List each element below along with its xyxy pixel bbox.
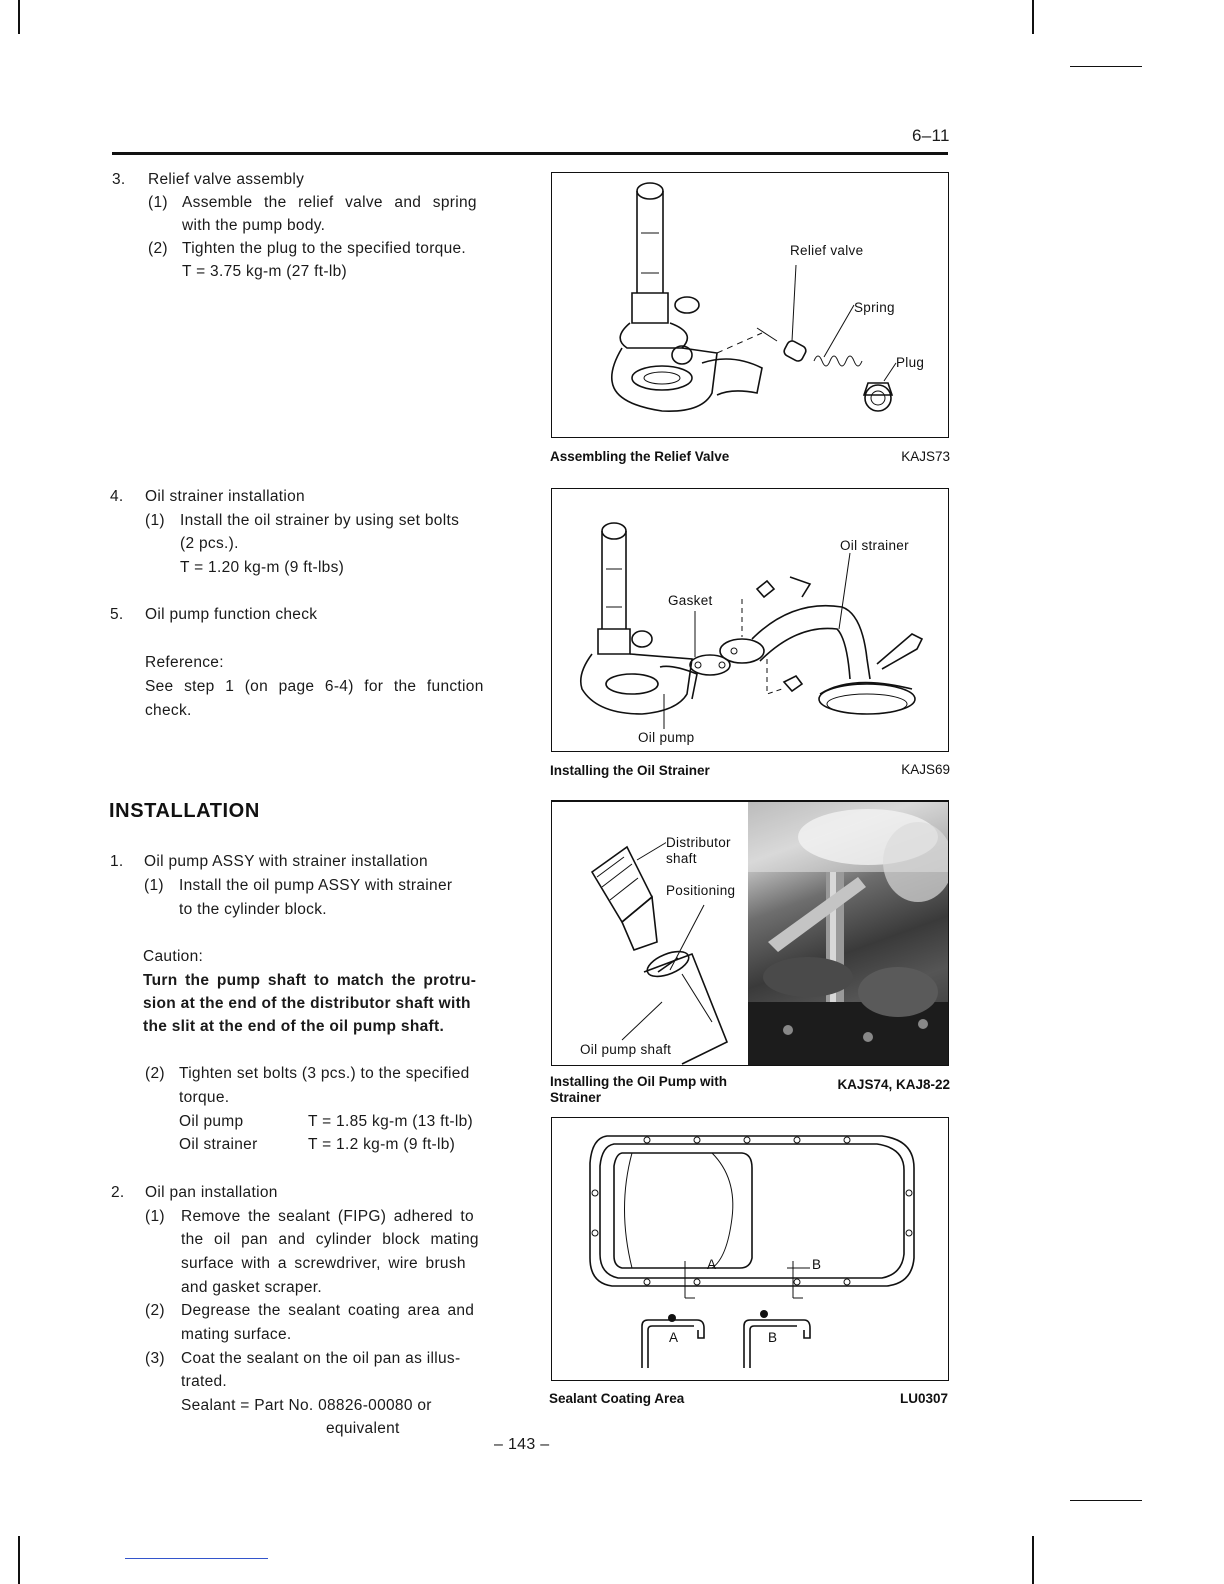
label-oil-strainer: Oil strainer <box>840 538 909 553</box>
substep-text: Tighten set bolts (3 pcs.) to the specified <box>179 1065 470 1082</box>
figure-oil-strainer <box>551 488 949 752</box>
torque-row-value: T = 1.2 kg-m (9 ft-lb) <box>308 1136 456 1153</box>
substep-text: to the cylinder block. <box>179 901 327 918</box>
oil-pan-illustration <box>552 1118 949 1381</box>
section-heading: INSTALLATION <box>109 800 260 822</box>
substep-text: (2 pcs.). <box>180 535 239 552</box>
figure-caption: Sealant Coating Area <box>549 1391 685 1406</box>
crop-mark <box>1070 66 1142 67</box>
section-a-label: A <box>707 1257 717 1272</box>
figure-caption: Installing the Oil Pump with <box>550 1074 728 1089</box>
reference-text: See step 1 (on page 6-4) for the function <box>145 678 484 695</box>
step-title: Oil pump ASSY with strainer installation <box>144 853 428 870</box>
step-title: Oil pan installation <box>145 1184 278 1201</box>
substep-text: Assemble the relief valve and spring <box>182 194 477 211</box>
substep-text: mating surface. <box>181 1326 292 1343</box>
substep-number: (1) <box>145 512 165 529</box>
torque-row-value: T = 1.85 kg-m (13 ft-lb) <box>308 1113 473 1130</box>
substep-text: with the pump body. <box>182 217 326 234</box>
substep-text: Install the oil pump ASSY with strainer <box>179 877 453 894</box>
substep-text: Degrease the sealant coating area and <box>181 1302 475 1319</box>
step-title: Oil pump function check <box>145 606 318 623</box>
figure-caption: Assembling the Relief Valve <box>550 449 730 464</box>
label-plug: Plug <box>896 355 925 370</box>
step-number: 4. <box>110 488 124 505</box>
label-oil-pump-shaft: Oil pump shaft <box>580 1042 672 1057</box>
sealant-spec: equivalent <box>326 1420 400 1437</box>
substep-number: (2) <box>145 1065 165 1082</box>
section-b-label: B <box>812 1257 822 1272</box>
profile-a-label: A <box>669 1330 679 1345</box>
label-gasket: Gasket <box>668 593 713 608</box>
step-title: Oil strainer installation <box>145 488 305 505</box>
figure-oil-pump-installation <box>551 800 949 1066</box>
step-number: 1. <box>110 853 124 870</box>
profile-b-label: B <box>768 1330 778 1345</box>
step-number: 5. <box>110 606 124 623</box>
figure-code: KAJS73 <box>901 449 950 464</box>
crop-mark <box>1032 0 1034 34</box>
substep-text: Remove the sealant (FIPG) adhered to <box>181 1208 474 1225</box>
substep-text: trated. <box>181 1373 228 1390</box>
reference-text: check. <box>145 702 192 719</box>
torque-spec: T = 1.20 kg-m (9 ft-lbs) <box>180 559 345 576</box>
label-relief-valve: Relief valve <box>790 243 864 258</box>
substep-text: Tighten the plug to the specified torque. <box>182 240 467 257</box>
substep-text: Coat the sealant on the oil pan as illus- <box>181 1350 461 1367</box>
substep-text: surface with a screwdriver, wire brush <box>181 1255 466 1272</box>
photo-detail <box>748 802 949 1066</box>
caution-text: the slit at the end of the oil pump shaft. <box>143 1018 445 1035</box>
figure-caption: Strainer <box>550 1090 602 1105</box>
step-number: 3. <box>112 171 126 188</box>
crop-mark <box>18 0 20 34</box>
oil-strainer-illustration <box>552 489 949 752</box>
crop-mark <box>18 1536 20 1584</box>
substep-number: (1) <box>148 194 168 211</box>
sealant-spec: Sealant = Part No. 08826-00080 or <box>181 1397 432 1414</box>
substep-number: (1) <box>144 877 164 894</box>
caution-text: sion at the end of the distributor shaft with <box>143 995 471 1012</box>
figure-caption: Installing the Oil Strainer <box>550 763 710 778</box>
installation-photo <box>748 802 949 1066</box>
step-title: Relief valve assembly <box>148 171 305 188</box>
label-distributor-shaft: Distributor <box>666 835 731 850</box>
label-positioning: Positioning <box>666 883 736 898</box>
reference-label: Reference: <box>145 654 224 671</box>
substep-number: (2) <box>145 1302 165 1319</box>
torque-spec: T = 3.75 kg-m (27 ft-lb) <box>182 263 347 280</box>
figure-sealant-area <box>551 1117 949 1381</box>
figure-code: KAJS74, KAJ8-22 <box>837 1077 950 1092</box>
header-rule <box>112 152 948 155</box>
label-oil-pump: Oil pump <box>638 730 695 745</box>
step-number: 2. <box>111 1184 125 1201</box>
substep-number: (1) <box>145 1208 165 1225</box>
crop-mark <box>125 1558 268 1559</box>
figure-code: KAJS69 <box>901 762 950 777</box>
substep-text: Install the oil strainer by using set bolts <box>180 512 460 529</box>
figure-code: LU0307 <box>899 1391 948 1406</box>
torque-row-name: Oil strainer <box>179 1136 258 1153</box>
caution-text: Turn the pump shaft to match the protru- <box>143 972 477 989</box>
label-spring: Spring <box>854 300 895 315</box>
substep-text: the oil pan and cylinder block mating <box>181 1231 479 1248</box>
substep-number: (3) <box>145 1350 165 1367</box>
page-number: – 143 – <box>494 1436 550 1453</box>
label-distributor-shaft: shaft <box>666 851 697 866</box>
crop-mark <box>1032 1536 1034 1584</box>
torque-row-name: Oil pump <box>179 1113 244 1130</box>
substep-text: and gasket scraper. <box>181 1279 322 1296</box>
caution-label: Caution: <box>143 948 204 965</box>
substep-number: (2) <box>148 240 168 257</box>
substep-text: torque. <box>179 1089 230 1106</box>
figure-relief-valve <box>551 172 949 438</box>
crop-mark <box>1070 1500 1142 1501</box>
section-page-number: 6–11 <box>912 126 950 145</box>
